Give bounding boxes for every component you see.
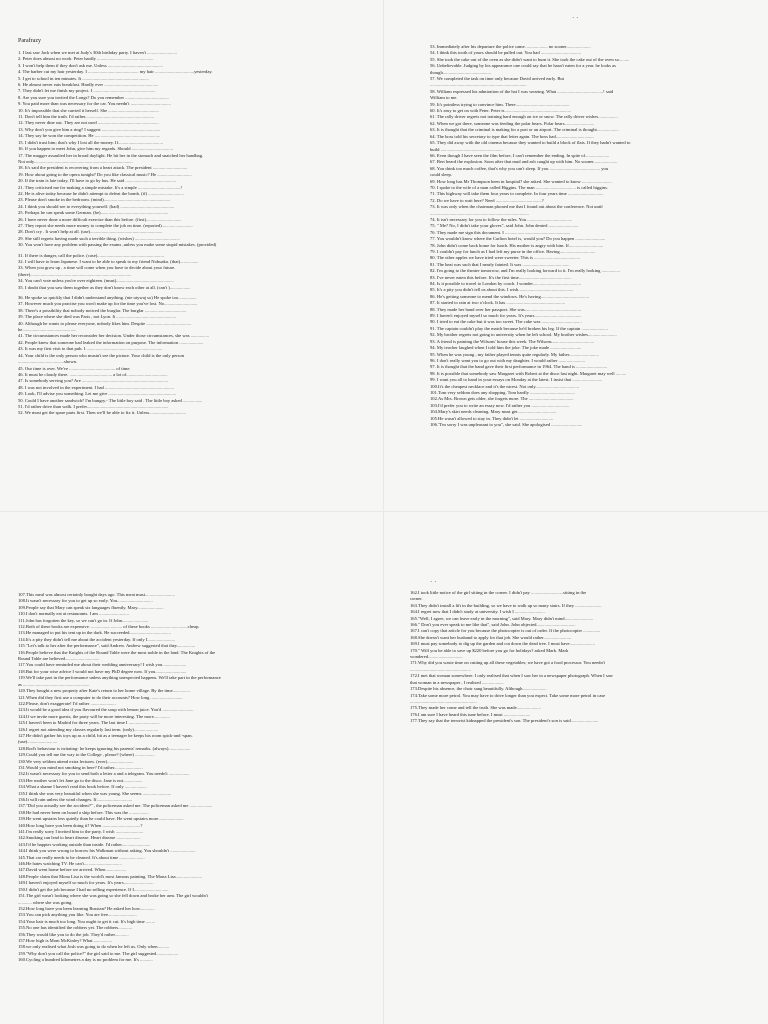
exercise-item: 137."Did you actually see the accident?" , the policeman asked me. The policeman asked me ....................	[18, 803, 213, 809]
exercise-item: 142.Smoking can lead to heart disease. Heart disease .....................	[18, 835, 141, 841]
exercise-item: corner.	[410, 596, 423, 602]
exercise-item: 30. You won't have any problem with passing the exams ,unless you make some stupid mistakes. (provided)	[18, 242, 217, 248]
exercise-item: 58. William expressed his admiration of the hat I was wearing. What ........................................! said	[430, 88, 614, 94]
exercise-item: 102.As Mrs. Brown gets older, she forgets more. The .......................................	[430, 396, 574, 402]
exercise-item: wondered..............................	[410, 654, 463, 660]
exercise-item: 86. He's getting someone to mend the windows. He's having..........................................	[430, 293, 589, 299]
exercise-item: 32. I will have to learn Japanese. I want to be able to speak to my friend Nobuaka. (that)................	[18, 259, 199, 264]
exercise-item: 51. I'd rather drive than walk. I prefer.......................................................................	[18, 403, 169, 409]
exercise-item: 148.People claim that Mona Lisa is the world's most famous painting. The Mona Lisa.......................	[18, 873, 202, 879]
exercise-item: 118.But for your wise advice I would not have my PhD degree now. If you...........................	[18, 668, 187, 674]
exercise-item: 130.We very seldom attend extra lectures. (ever).......................	[18, 758, 134, 764]
exercise-item: 43. It was my first visit to that pub. I ..................................................................	[18, 346, 163, 352]
exercise-item: 76. They made me sign this document. I .........................................................	[430, 229, 571, 235]
exercise-item: 57. We completed the task on time only because David arrived early. But	[430, 76, 564, 82]
exercise-item: 68. You drink too much coffee, that's why you can't sleep. If you ............................................ you	[430, 165, 609, 171]
exercise-item: he...............................................	[18, 327, 77, 333]
exercise-item: 96. I don't really want you to go out with my daughter. I would rather .......................	[430, 357, 585, 363]
exercise-item: 4. The barber cut my hair yesterday. I ............................................ my hair ..................................yesterday.	[18, 69, 213, 75]
exercise-item: 149.I haven't enjoyed myself so much for years. It's years..........................	[18, 880, 154, 886]
worksheet-page-4	[384, 512, 768, 1024]
exercise-item: 45. Our time is over. We've ........................................ of time.	[18, 365, 131, 371]
exercise-item: 52. We must get the spare parts first. Then we'll be able to fix it. Unless................................	[18, 410, 186, 416]
exercise-item: 59. It's pointless trying to convince him. There...............................................	[430, 101, 570, 107]
exercise-item: 126.I regret not attending my classes regularly last term. (only).....................	[18, 726, 159, 732]
exercise-item: 87. It started to rain at two o'clock. It has ...................................................	[430, 300, 565, 306]
exercise-item: 78. John didn't come back home for lunch. His mother is angry with him. If..............................	[430, 242, 604, 248]
exercise-item: 116.People believe that the Knights of the Round Table were the most noble in the land. The Knights of the	[18, 649, 216, 655]
exercise-item: 127.He didn't gather his toys up as a child, bit as a teenager he keeps his room spick-and -span.	[18, 732, 193, 738]
exercise-item: 151.The girl wasn't looking where she was going so she fell down and broke her arm. The girl wouldn't	[18, 893, 208, 899]
exercise-item: 92. My brother regrets not going to university when he left school. My brother wishes.........................	[430, 332, 617, 338]
exercise-item: 37. However much you practise you won't make up for the time you've lost. No.............................	[18, 301, 198, 307]
exercise-item: 33. When you grow up , a time will come when you have to decide about your future.	[18, 265, 176, 271]
exercise-item: 160.Cycling a hundred kilometres a day is no problem for me. It's ...........	[18, 957, 153, 963]
exercise-item: 77. You wouldn't know where the Carlton hotel is, would you? Do you happen ..........................	[430, 236, 606, 242]
exercise-item: 49. Look, I'll advise you something. Let me give ...........................................................	[18, 391, 177, 397]
exercise-item: 99. I want you all to hand in your essays on Monday at the latest. I insist that ..........................	[430, 377, 603, 383]
exercise-item: 88. They made her hand over her passport. She was.................................................	[430, 306, 581, 312]
exercise-item: 107.This meal was almost certainly bought days ago. This meat must..........................	[18, 592, 175, 597]
exercise-item: William to me.	[430, 95, 458, 101]
exercise-item: 176.I am sure I have heard this tune before. I must .......................	[410, 711, 531, 717]
exercise-item: 29. She still regrets having made such a terrible thing. (wishes) .......................................	[18, 235, 180, 241]
exercise-item: ..........................................................	[410, 698, 477, 704]
exercise-item: 141.I'm really sorry I invited him to the party. I wish ........................	[18, 829, 144, 835]
item-list	[18, 592, 374, 964]
exercise-item: 7. They didn't let me finish my project. I ......................................................	[18, 88, 156, 94]
exercise-item: 6. He almost never eats breakfast. Hardly ever ...............................................	[18, 82, 159, 88]
exercise-item: 153.You can pick anything you like. You are free.........................	[18, 912, 137, 918]
exercise-item: 140.How long have you been doing it? When .................................?	[18, 822, 143, 828]
exercise-item: 150.I didn't get the job because I had no selling experience. If I..............................	[18, 886, 169, 892]
exercise-item: Not only......................................................................................	[18, 158, 133, 164]
exercise-item: 91. The captain couldn't play the match because he'd broken his leg. If the captain .......................	[430, 325, 608, 331]
exercise-item: 134.What a shame I haven't read this book before. If only ...................	[18, 784, 147, 790]
exercise-item: that woman in a newspaper , I realised ...................	[410, 679, 504, 685]
exercise-item: 101.Tom very seldom does any shopping. Tom hardly .......................................	[430, 389, 575, 395]
exercise-item: 13. Why don't you give him a ring? I suggest ...................................................	[18, 126, 161, 132]
exercise-item: 63. It is thought that the criminal is making for a port or an airport. The criminal is thought...................	[430, 127, 619, 133]
exercise-item: 111.John has forgotten the key, so we can't go in. If John.......................	[18, 617, 149, 623]
worksheet-page-1	[0, 0, 384, 512]
exercise-item: 66. Even though I have seen the film before, I can't remember the ending. In spite of.....................	[430, 152, 610, 158]
exercise-item: .....................................................	[410, 666, 471, 672]
exercise-item: 143.I'd be happier working outside than inside. I'd rather.........................	[18, 841, 151, 847]
exercise-item: 172.I met that woman somewhere. I only realised that when I saw her in a newspaper photograph. When I saw	[410, 673, 613, 679]
exercise-item: 167.I can't copy that article for you because the photocopier is out of order. If the photocopier ...............	[410, 628, 601, 634]
exercise-item: 103.I'd prefer you to write an essay now. I'd rather you .................................	[430, 402, 570, 408]
exercise-item: 36. He spoke so quickly that I didn't understand anything. (nie utywaj so) He spoke too................	[18, 295, 197, 301]
page-4-content	[410, 590, 758, 725]
exercise-item: 47. Is somebody serving you? Are ...........................................................................	[18, 378, 169, 384]
exercise-item: 1. I last saw Jack when we met at Judy's 30th birthday party. I haven't ..........................	[18, 50, 177, 55]
exercise-item: could sleep.	[430, 172, 452, 178]
exercise-item: 54. I think this tooth of yours should be pulled out. You had ...................................	[430, 50, 581, 56]
exercise-item: 95. When he was young , my father played tennis quite regularly. My father..........................	[430, 351, 599, 357]
exercise-item: ........................................shown.	[18, 359, 78, 365]
exercise-item: though..........................................	[430, 69, 491, 75]
exercise-item: 42. People knew that someone had leaked the information on purpose. The information .....................	[18, 339, 204, 345]
exercise-item: 67. Bert heard the explosion. Soon after that mud and ash caught up with him. No sooner.....................	[430, 159, 618, 165]
exercise-item: 8. Are you sure you invited the Longs? Do you remember ......................................	[18, 94, 169, 100]
exercise-item: 19. How about going to the opera tonight? Do you like classical music? He ..............................	[18, 171, 192, 177]
exercise-item: 139.He went upstairs less quietly than he could have. He went upstairs more......................	[18, 816, 184, 822]
page-title: Parafrazy	[18, 38, 41, 44]
exercise-item: 156.They would like you to do the job. They'd rather............	[18, 931, 129, 937]
exercise-item: 35. I doubt that you saw them together as they don't know each other at all. (can't )..................	[18, 284, 191, 290]
exercise-item: 113.He managed to put his tent up in the dark. He succeeded....................................	[18, 630, 171, 636]
scan-mark: · ·	[430, 578, 437, 586]
exercise-item: 175.They made her come and tell the truth. She was made.....................	[410, 705, 541, 711]
exercise-item: 120.They bought a new property after Kate's return to her home village. By the time...............	[18, 688, 190, 694]
exercise-item: ....................................................................................	[430, 82, 527, 88]
exercise-item: 26. I have never done a more difficult exercise than this before. (first)...............................	[18, 216, 182, 222]
exercise-item: as ..........................................................	[18, 681, 90, 687]
worksheet-page-2	[384, 0, 768, 512]
exercise-item: 25. Perhaps he can speak some German. (be)...........................................................	[18, 210, 169, 216]
exercise-item: 70. I spoke to the wife of a man called Higgins. The man ................................... is called higgins.	[430, 184, 609, 190]
exercise-item: 40. Although he wants to please everyone, nobody likes him. Despite .......................................	[18, 320, 192, 326]
exercise-item: 12. They never dine out. They are not used .....................................................	[18, 120, 159, 126]
exercise-item: 64. The boss told his secretary to type that letter again. The boss had.................................	[430, 133, 594, 139]
item-list	[430, 44, 758, 428]
exercise-item: 166." Don't you ever speak to me like that", said John. John objected..................................	[410, 622, 576, 628]
exercise-item: 48. I was not involved in the experiment. I had ............................................................	[18, 384, 174, 390]
exercise-item: 106."I'm sorry I was unpleasant to you", she said. She apologised ...........................	[430, 421, 583, 427]
exercise-item: 94. My teacher laughed when I told him the joke. The joke made ...........................	[430, 345, 582, 351]
item-list	[18, 50, 374, 417]
exercise-item: 136.It will rain unless the wind changes. If...............................	[18, 797, 133, 802]
exercise-item: 50. Could I have another sandwich? I'm hungry.- The little boy said . The little boy asked .................	[18, 397, 203, 403]
exercise-item: build ......................................................	[430, 146, 503, 152]
exercise-item: 84. Is it possible to travel to London by coach. I wonder..........................................	[430, 281, 581, 287]
exercise-item: 169.I must pay somebody to dig up the garden and cut down the dead tree. I must have......................	[410, 641, 595, 647]
exercise-item: 89. I haven't enjoyed myself so much for years. It's years.........................................	[430, 313, 582, 319]
exercise-item: 21. They criticised me for making a simple mistake. It's a simple .....................................!	[18, 184, 182, 190]
exercise-item: 157.How high is Mont McKinley? What.................	[18, 937, 112, 943]
exercise-item: 41. The circumstances made her reconsider her decision. Under those circumstances, she was ................	[18, 333, 210, 339]
exercise-item: 162.I took little notice of the girl sitting in the corner. I didn't pay ............................sitting in the	[410, 590, 587, 595]
exercise-item: 132.It wasn't necessary for you to send both a letter a and a telegram. You needn't ..................	[18, 771, 190, 777]
exercise-item: 164.I regret now that I didn't study at university. I wish I ..........................	[410, 609, 545, 615]
exercise-item: 100.It's the cheapest necklace and it's the nicest. Not only......................................	[430, 383, 579, 389]
exercise-item: 39. The place where she died was Paris , not Lyon. It ....................................................	[18, 314, 176, 320]
exercise-item: 31. If there is danger, call the police. (case)..........................................................	[18, 252, 164, 258]
exercise-item: 129.Could you tell me the way to the College , please? (where) .................	[18, 752, 155, 758]
exercise-item: 85. It's a pity you didn't tell us about this. I wish................................................	[430, 287, 574, 293]
exercise-item: 73. It was only when the chairman phoned me that I found out about the conference. Not until	[430, 204, 603, 210]
exercise-item: 34. You can't vote unless you're over eighteen. (must)..................................................	[18, 278, 174, 284]
exercise-item: 61. The rally driver regrets not training hard enough on ice or snow. The rally driver wishes.................	[430, 114, 618, 120]
exercise-item: 121.When did they first use a computer to do their accounts? How long ............................	[18, 694, 183, 700]
exercise-item: 80. The other apples we have tried were sweeter. This is ........................................	[430, 255, 580, 261]
exercise-item: 114.It's a pity they didn't tell me about the accident yesterday. If only I........................	[18, 636, 175, 642]
exercise-item: 117.You could have reminded me about their wedding anniversary! I wish you.....................	[18, 662, 187, 668]
exercise-item: 27. They report she needs more money to complete the job on time. (reported)...........................	[18, 222, 193, 228]
exercise-item: 71. This highway will take them four years to complete. In four years time ...............................	[430, 191, 604, 197]
exercise-item: 90. I tried to eat the cake but it was too sweet. The cake was ...................................	[430, 319, 582, 325]
exercise-item: 5. I get to school in ten minutes. It ..........................................................	[18, 75, 149, 81]
page-1-content	[18, 38, 374, 417]
exercise-item: 75. " Me? No, I didn't take your gloves", said John. John denied ..........................	[430, 223, 579, 229]
exercise-item: 38. There's a possibility that nobody noticed the burglar. The burglar ....................................	[18, 307, 187, 313]
worksheet-page-3	[0, 512, 384, 1024]
exercise-item: 20. If the train is late today, I'll have to go by bus. He said ............................................	[18, 178, 176, 184]
exercise-item: 147.David went home before we arrived. When..................	[18, 867, 127, 873]
page-2-content	[430, 44, 758, 428]
exercise-item: 112.Both of these books are expensive. ........................... of these books ................................cheap.	[18, 624, 200, 630]
exercise-item: 125.I haven't been to Madrid for three years. The last time I ...........................	[18, 720, 160, 726]
exercise-item: 122.Please, don't exaggerate! I'd rather ......................	[18, 700, 116, 706]
exercise-item: 155.No one has identified the robbers yet. The robbers............	[18, 925, 132, 931]
exercise-item: 15. I didn't trust him; that's why I lost all the money. If.......................................	[18, 139, 163, 145]
exercise-item: 97. It is thought that the band gave their first performance in 1964. The band is ...........................	[430, 364, 608, 370]
exercise-item: 145.That car really needs to be cleaned. It's about time ......................	[18, 854, 145, 860]
exercise-item: 128.Rod's behaviour is irritating- he keeps ignoring his parents' remarks. (always)...................	[18, 745, 191, 751]
exercise-item: 105.He wasn't allowed to stay in. They didn't let .............................	[430, 415, 554, 421]
exercise-item: 119.We'll take part in the performance unless anything unexpected happens. We'll take part in the performance	[18, 675, 221, 681]
exercise-item: 60. It's easy to get on with Peter. Peter is..........................................................	[430, 108, 572, 114]
exercise-item: 65. They did away with the old cinema because they wanted to build a block of flats. If they hadn't wanted to	[430, 140, 631, 146]
exercise-item: 108.It wasn't necessary for you to get up so early. You...............................	[18, 598, 153, 604]
exercise-item: 9. You paid more than was necessary for the car. You needn't ...................................	[18, 101, 171, 107]
exercise-item: 124.If we invite more guests, the party will be more interesting. The more..............	[18, 713, 170, 719]
exercise-item: 123.It would be a good idea if you flavoured the soup with lemon juice. You'd ...........................	[18, 707, 194, 713]
exercise-item: Round Table are believed..............................	[18, 656, 100, 662]
exercise-item: 82. I'm going to the theatre tomorrow, and I'm really looking forward to it. I'm really looking ................	[430, 268, 620, 274]
exercise-item: (use)..........................	[18, 739, 58, 745]
exercise-item: 46. It must be cloudy there. ..................................... a lot of....................................	[18, 371, 168, 377]
exercise-item: 154.Your hair is much too long. You ought to get it cut. It's high time ........	[18, 918, 156, 924]
exercise-item: 24. I think you should see to everything yourself. (had) ...............................................	[18, 203, 175, 209]
exercise-item: 165."Well, I agree, we can leave early in the morning", said Mary. Mary didn't mind.........................	[410, 615, 594, 621]
exercise-item: (there)........................................................................................	[18, 271, 132, 277]
exercise-item: 16. If you happen to meet John, give him my regards. Should ....................................	[18, 146, 174, 152]
exercise-item: 133.Her mother won't let Jane go to the disco. Jane is not.................	[18, 777, 143, 783]
exercise-item: 174.Take some more petrol. You may have to drive longer than you expect. Take some more petrol in case	[410, 692, 606, 698]
exercise-item: 98. It is possible that somebody saw Margaret with Robert at the disco last night. Margaret may well .........	[430, 370, 627, 376]
exercise-item: 110.I don't normally eat at restaurants. I am ..........................	[18, 611, 129, 617]
exercise-item: 158.we only realised what Josh was going to do when he left us. Only when..........	[18, 944, 170, 950]
exercise-item: 93. A friend is painting the Wilsons' house this week. The Wilsons.....................................	[430, 338, 595, 344]
scan-mark: · ·	[572, 14, 579, 22]
exercise-item: ......................................................................................	[430, 210, 529, 216]
exercise-item: 44. Your child is the only person who mustn't see the picture. Your child is the only person	[18, 352, 185, 358]
exercise-item: 177.They say that the terrorist kidnapped the president's son. The president's son is said........................	[410, 718, 599, 724]
exercise-item: 72. Do we have to wait here? Need ........................................?	[430, 197, 544, 203]
exercise-item: 22. He is alive today because he didn't attempt to defeat the bomb. (if) ...............................	[18, 190, 184, 196]
exercise-item: 173.Despite his absence, the choir sang beautifully. Although.....................	[410, 686, 547, 692]
exercise-item: 18. It's said the president is recovering from a heart attack. The president ..............................	[18, 165, 188, 171]
exercise-item: 56. Unbelievable. Judging by his appearance one could say that he hasn't eaten for a year. he looks as	[430, 63, 616, 69]
exercise-item: 62. When we got there, someone was feeding the polar bears. Polar bears..........................	[430, 120, 595, 126]
exercise-item: 109.People say that Mary can speak six languages fluently. Mary.......................	[18, 604, 164, 610]
exercise-item: 168.She doesn't want her husband to apply for that job. She would rather........................	[410, 634, 572, 640]
exercise-item: 2. Peter does almost no work. Peter hardly .................................................	[18, 56, 154, 62]
exercise-item: 171.Why did you waste time on cutting up all these vegetables; we have got a food processor. You needn't	[410, 660, 605, 666]
exercise-item: 55. She took the cake out of the oven as she didn't want to burn it. She took the cake out of the oven so.........	[430, 56, 630, 62]
exercise-item: 115."Let's talk to her after the performance", said Andrew. Andrew suggested that they................	[18, 643, 196, 649]
exercise-item: 135.I think she was very beautiful when she was young. She seems .........................	[18, 790, 172, 796]
exercise-item: 81. The heat was such that I nearly fainted. It was .........................................	[430, 261, 570, 267]
exercise-item: 17. The mugger assaulted her in broad daylight. He hit her in the stomach and snatched her handbag.	[18, 152, 204, 158]
exercise-item: 74. It isn't necessary for you to follow the rules. You .......................................	[430, 216, 573, 222]
exercise-item: 163.They didn't install a lift in the building, so we have to walk up so many stairs. If they .......................	[410, 602, 602, 608]
exercise-item: 170." Will you be able to save up $220 before you go for holidays? asked Mark. Mark	[410, 647, 569, 653]
page-3-content	[18, 592, 374, 964]
exercise-item: 104.Mary's skirt needs cleaning. Mary must get..................................	[430, 409, 557, 415]
exercise-item: 14. They say he won the competition. He .........................................................	[18, 133, 161, 139]
exercise-item: 79. I couldn't pay for lunch as I had left my purse in the office. Having...............................	[430, 249, 596, 254]
exercise-item: 3. I won't help them if they don't ask me. Unless ................................................	[18, 62, 163, 68]
exercise-item: 10. It's impossible that she carried it herself. She ............................................	[18, 107, 159, 113]
exercise-item: 131.Would you mind not smoking in here? I'd rather.........................	[18, 764, 143, 770]
exercise-item: 53. Immediately after his departure the police came. .................. no sooner.....................	[430, 44, 591, 49]
exercise-item: 144.I think you were wrong to borrow his Walkman without asking. You shouldn't ......................	[18, 848, 196, 854]
exercise-item: 152.How long have you been learning Russian? He asked her how.............	[18, 905, 155, 911]
exercise-item: 69. How long has Mr Thompson been in hospital? she asked. She wanted to know ..........................	[430, 178, 612, 184]
exercise-item: 138.He had never been on board a ship before. This was the .................	[18, 809, 149, 815]
exercise-item: 83. I've never eaten this before. It's the first time..............................................	[430, 274, 572, 280]
exercise-item: 11. Don't tell him the truth. I'd rather............................................................	[18, 114, 155, 120]
exercise-item: 146.He hates watching TV. He can't.................................	[18, 861, 122, 867]
exercise-item: 28. Don't cry . It won't help at all. (use)...............................................................	[18, 229, 163, 235]
exercise-item: ............ where she was going.	[18, 899, 73, 905]
exercise-item: 159."Why don't you call the police?" the girl said to me. The girl suggested...................	[18, 950, 179, 956]
item-list	[410, 590, 758, 725]
exercise-item: 23. Please don't smoke in the bedroom. (mind)..........................................................	[18, 197, 171, 203]
